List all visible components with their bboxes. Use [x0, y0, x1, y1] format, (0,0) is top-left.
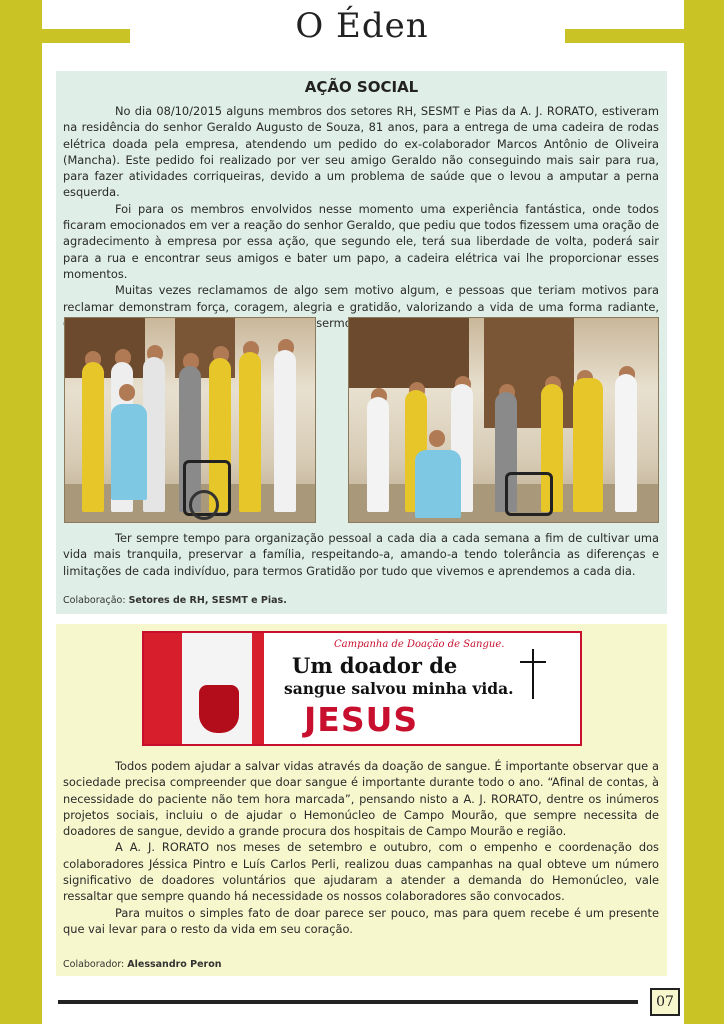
person: [573, 378, 603, 512]
banner-campaign-text: Campanha de Doação de Sangue.: [334, 639, 505, 650]
newsletter-title: O Éden: [295, 6, 429, 46]
credit-label: Colaboração:: [63, 595, 129, 606]
person: [615, 374, 637, 512]
paragraph: Para muitos o simples fato de doar parece ser pouco, mas para quem recebe é um presente que vai levar para o resto da vida em seu coração.: [63, 905, 659, 936]
cross-icon-bar: [520, 661, 546, 663]
paragraph: Foi para os membros envolvidos nesse momento uma experiência fantástica, onde todos ficaram emocionados em ver a reação do senhor Geraldo, que pediu que todos fizessem uma oração de agradecimento à empresa por essa ação, que segundo ele, terá sua liberdade de volta, poderá sair para a rua e encontrar seus amigos e bater um papo, a cadeira elétrica vai lhe proporcionar esses momentos.: [63, 201, 659, 281]
social-action-section: [56, 71, 667, 614]
credit-label: Colaborador:: [63, 959, 128, 970]
cross-icon: [532, 649, 534, 699]
seated-man: [111, 404, 147, 500]
person: [82, 362, 104, 512]
wheelchair: [505, 472, 553, 516]
person: [239, 352, 261, 512]
person: [367, 397, 389, 512]
left-border-stripe: [0, 0, 42, 1024]
banner-line-2: sangue salvou minha vida.: [284, 679, 514, 698]
photo-wall: [65, 318, 145, 378]
credit-value: Setores de RH, SESMT e Pias.: [128, 595, 287, 606]
group-photo-right: [348, 317, 659, 523]
paragraph: Muitas vezes reclamamos de algo sem motivo algum, e pessoas que teriam motivos para reclamar demonstram força, coragem, alegria e gratidão, valorizando a vida de uma forma radiante, sermos: [63, 283, 659, 330]
photo-wall: [349, 318, 469, 388]
footer-rule: [58, 1000, 638, 1004]
closing-text: [63, 530, 659, 579]
section-heading: AÇÃO SOCIAL: [304, 78, 419, 96]
blood-donation-banner: [142, 631, 582, 746]
banner-line-1: Um doador de: [292, 653, 458, 678]
group-photo-left: [64, 317, 316, 523]
page-number: 07: [650, 988, 680, 1016]
paragraph: Todos podem ajudar a salvar vidas através da doação de sangue. É importante observar que a sociedade precisa compreender que doar sangue é importante durante todo o ano. “Afinal de contas, à necessidade do paciente não tem hora marcada”, pensando nisto a A. J. RORATO, dentre os inúmeros projetos sociais, incluiu o de ajudar o Hemonúcleo de Campo Mourão, que sempre necessita de doadores de sangue, devido a grande procura dos hospitais de Campo Mourão e região.: [63, 759, 659, 839]
collaboration-credit: [63, 595, 287, 606]
collaborator-credit: [63, 959, 222, 970]
paragraph: A A. J. RORATO nos meses de setembro e outubro, com o empenho e coordenação dos colaboradores Jéssica Pintro e Luís Carlos Perli, realizou duas campanhas na qual obteve um número significativo de doadores voluntários que ajudaram a atender a demanda do Hemonúcleo, vale ressaltar que sempre quando há necessidade os nossos colaboradores são convocados.: [63, 840, 659, 904]
seated-man-head: [119, 384, 135, 401]
blood-bag-icon: [199, 685, 239, 733]
banner-line-3: JESUS: [304, 700, 419, 739]
blood-donation-text: [63, 758, 659, 937]
seated-man-head: [429, 430, 445, 447]
blood-donation-section: [56, 624, 667, 976]
paragraph: No dia 08/10/2015 alguns membros dos setores RH, SESMT e Pias da A. J. RORATO, estiveram na residência do senhor Geraldo Augusto de Souza, 81 anos, para a entrega de uma cadeira de rodas elétrica doada pela empresa, atendendo um pedido do ex-colaborador Marcos Antônio de Oliveira (Mancha). Este pedido foi realizado por ver seu amigo Geraldo não conseguindo mais sair para rua, para fazer atividades corriqueiras, devido a um problema de saúde que o levou a amputar a perna esquerda.: [63, 104, 659, 200]
wheelchair-wheel: [189, 490, 219, 520]
intro-text: [63, 103, 659, 331]
person: [274, 350, 296, 512]
right-border-stripe: [684, 0, 724, 1024]
seated-man: [415, 450, 461, 518]
credit-value: Alessandro Peron: [127, 959, 222, 970]
paragraph: Ter sempre tempo para organização pessoal a cada dia a cada semana a fim de cultivar uma vida mais tranquila, preservar a família, respeitando-a, amando-a tendo tolerância as diferenças e limitações de cada indivíduo, para termos Gratidão por tudo que vivemos e aprendemos a cada dia.: [63, 531, 659, 578]
